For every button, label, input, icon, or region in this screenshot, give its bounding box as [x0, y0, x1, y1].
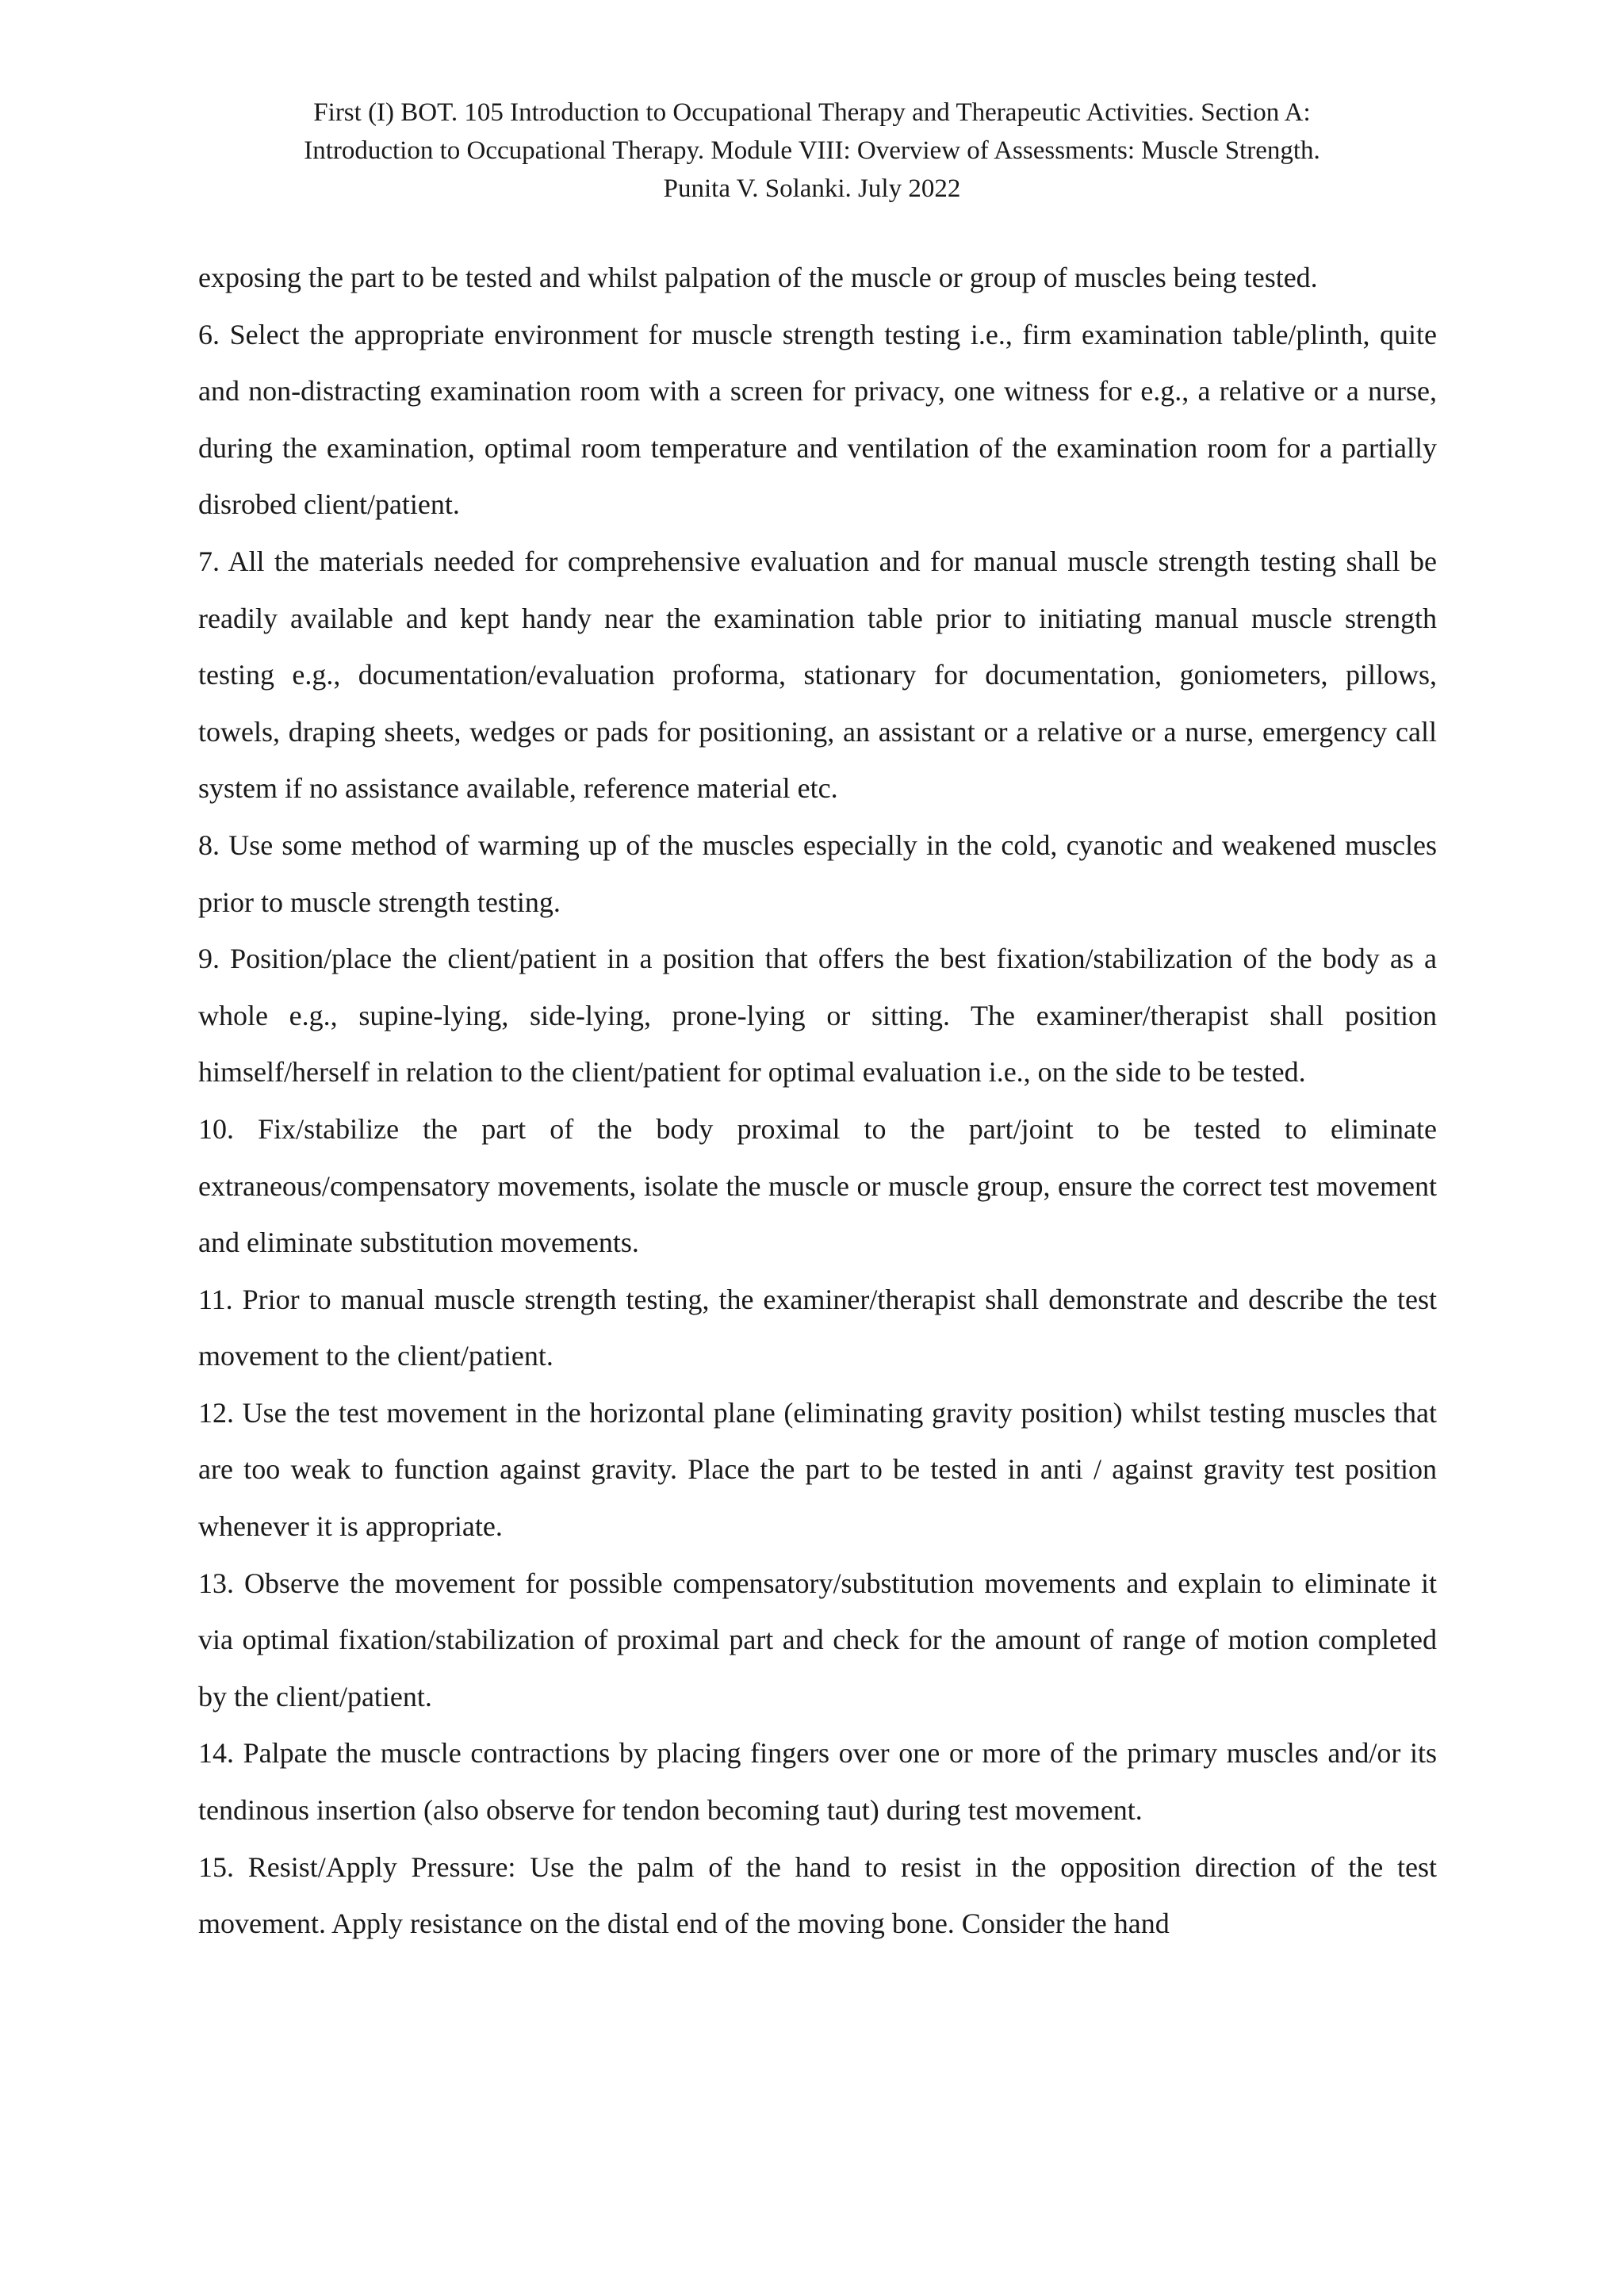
paragraph: exposing the part to be tested and whilst palpation of the muscle or group of muscles being tested.: [198, 262, 1318, 293]
paragraph: 10. Fix/stabilize the part of the body proximal to the part/joint to be tested to eliminate extraneous/compensatory movements, isolate the muscle or muscle group, ensure the correct test movement and eliminate substitution movements.: [198, 1112, 1437, 1259]
paragraph: 11. Prior to manual muscle strength testing, the examiner/therapist shall demonstrate and describe the test movement to the client/patient.: [198, 1283, 1437, 1372]
page-header: [159, 94, 1465, 208]
body-text: [198, 250, 1437, 1953]
header-line-2: Introduction to Occupational Therapy. Module VIII: Overview of Assessments: Muscle Strength.: [304, 136, 1320, 165]
paragraph: 13. Observe the movement for possible compensatory/substitution movements and explain to eliminate it via optimal fixation/stabilization of proximal part and check for the amount of range of motion completed by the client/patient.: [198, 1567, 1437, 1712]
header-line-3: Punita V. Solanki. July 2022: [663, 174, 961, 203]
paragraph: 8. Use some method of warming up of the muscles especially in the cold, cyanotic and weakened muscles prior to muscle strength testing.: [198, 828, 1437, 918]
paragraph: 12. Use the test movement in the horizontal plane (eliminating gravity position) whilst testing muscles that are too weak to function against gravity. Place the part to be tested in anti / against gravity test position whenever it is appropriate.: [198, 1396, 1437, 1543]
paragraph: 9. Position/place the client/patient in a position that offers the best fixation/stabilization of the body as a whole e.g., supine-lying, side-lying, prone-lying or sitting. The examiner/therapist shall position himself/herself in relation to the client/patient for optimal evaluation i.e., on the side to be tested.: [198, 943, 1437, 1089]
header-line-1: First (I) BOT. 105 Introduction to Occupational Therapy and Therapeutic Activities. Section A:: [313, 98, 1311, 127]
paragraph: 6. Select the appropriate environment for muscle strength testing i.e., firm examination table/plinth, quite and non-distracting examination room with a screen for privacy, one witness for e.g., a relative or a nurse, during the examination, optimal room temperature and ventilation of the examination room for a partially disrobed client/patient.: [198, 318, 1437, 521]
paragraph: 7. All the materials needed for comprehensive evaluation and for manual muscle strength testing shall be readily available and kept handy near the examination table prior to initiating manual muscle strength testing e.g., documentation/evaluation proforma, stationary for documentation, goniometers, pillows, towels, draping sheets, wedges or pads for positioning, an assistant or a relative or a nurse, emergency call system if no assistance available, reference material etc.: [198, 545, 1437, 805]
paragraph: 14. Palpate the muscle contractions by placing fingers over one or more of the primary muscles and/or its tendinous insertion (also observe for tendon becoming taut) during test movement.: [198, 1737, 1437, 1827]
paragraph: 15. Resist/Apply Pressure: Use the palm of the hand to resist in the opposition direction of the test movement. Apply resistance on the distal end of the moving bone. Consider the hand: [198, 1850, 1437, 1940]
